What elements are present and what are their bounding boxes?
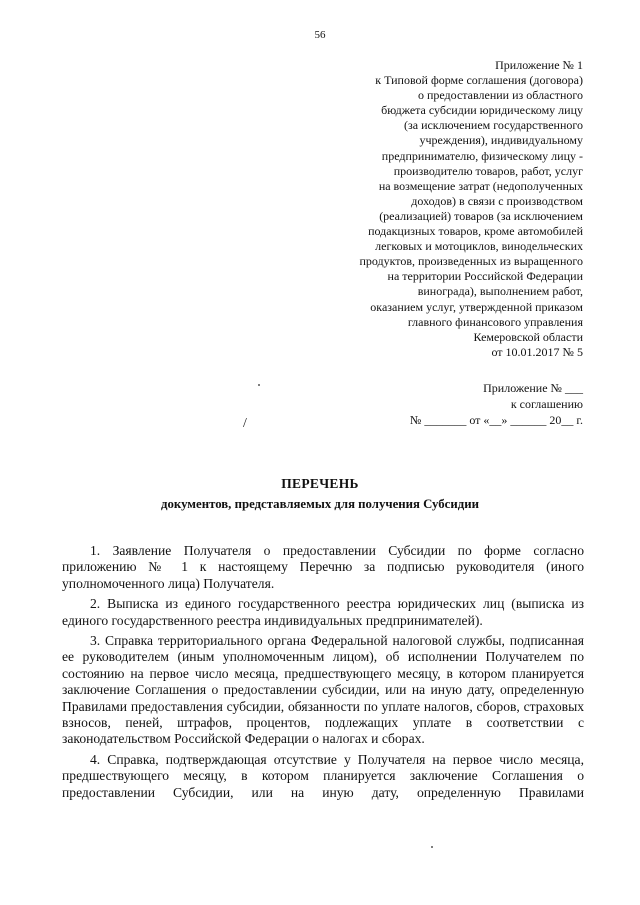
appendix-line: бюджета субсидии юридическому лицу xyxy=(381,103,583,118)
appendix-line: от 10.01.2017 № 5 xyxy=(491,344,583,359)
scan-artifact xyxy=(431,846,433,848)
page-number: 56 xyxy=(314,29,326,41)
list-item-paragraph: 3. Справка территориального органа Федеральной налоговой службы, подписанная ее руководителем (иным уполномоченным лицом), об исполнении Получателем по состоянию на первое число месяца, предшествующего месяцу, в котором планируется заключение Соглашения о предоставлении субсидии, или на иную дату, определенную Правилами предоставления субсидии, обязанности по уплате налогов, сборов, страховых взносов, пеней, штрафов, процентов, подлежащих уплате в соответствии с законодательством Российской Федерации о налогах и сборах. xyxy=(62,633,584,747)
appendix-line: винограда), выполнением работ, xyxy=(417,284,583,299)
appendix-line: о предоставлении из областного xyxy=(417,88,583,103)
agreement-reference xyxy=(323,380,583,428)
agreement-line: к соглашению xyxy=(510,397,583,411)
appendix-line: (за исключением государственного xyxy=(404,118,583,133)
appendix-line: к Типовой форме соглашения (договора) xyxy=(375,73,583,88)
document-title: ПЕРЕЧЕНЬ xyxy=(281,476,359,491)
document-subtitle: документов, представляемых для получения Субсидии xyxy=(161,497,479,511)
appendix-line: предпринимателю, физическому лицу - xyxy=(381,148,583,163)
agreement-line: Приложение № ___ xyxy=(483,381,583,395)
list-item-paragraph: 4. Справка, подтверждающая отсутствие у Получателя на первое число месяца, предшествующего месяцу, в котором планируется заключение Соглашения о предоставлении Субсидии, или на иную дату, определенную Правилами xyxy=(62,751,584,800)
appendix-line: доходов) в связи с производством xyxy=(411,193,583,208)
appendix-line: производителю товаров, работ, услуг xyxy=(393,163,583,178)
appendix-line: на территории Российской Федерации xyxy=(387,269,583,284)
appendix-line: (реализацией) товаров (за исключением xyxy=(379,208,583,223)
document-body xyxy=(62,543,584,805)
appendix-line: главного финансового управления xyxy=(407,314,583,329)
list-item-paragraph: 1. Заявление Получателя о предоставлении Субсидии по форме согласно приложению № 1 к настоящему Перечню за подписью руководителя (иного уполномоченного лица) Получателя. xyxy=(62,543,584,591)
appendix-line: подакцизных товаров, кроме автомобилей xyxy=(368,224,583,239)
appendix-header xyxy=(323,58,583,360)
agreement-line: № _______ от «__» ______ 20__ г. xyxy=(409,413,583,427)
appendix-line: на возмещение затрат (недополученных xyxy=(378,178,583,193)
appendix-line: Кемеровской области xyxy=(473,329,583,344)
appendix-line: легковых и мотоциклов, винодельческих xyxy=(375,239,583,254)
margin-mark: / xyxy=(243,416,247,431)
scan-artifact xyxy=(258,384,260,386)
list-item-paragraph: 2. Выписка из единого государственного реестра юридических лиц (выписка из единого государственного реестра индивидуальных предпринимателей). xyxy=(62,596,584,628)
appendix-line: учреждения), индивидуальному xyxy=(419,133,583,148)
appendix-line: Приложение № 1 xyxy=(495,58,583,72)
appendix-line: продуктов, произведенных из выращенного xyxy=(359,254,583,269)
appendix-line: оказанием услуг, утвержденной приказом xyxy=(370,299,583,314)
